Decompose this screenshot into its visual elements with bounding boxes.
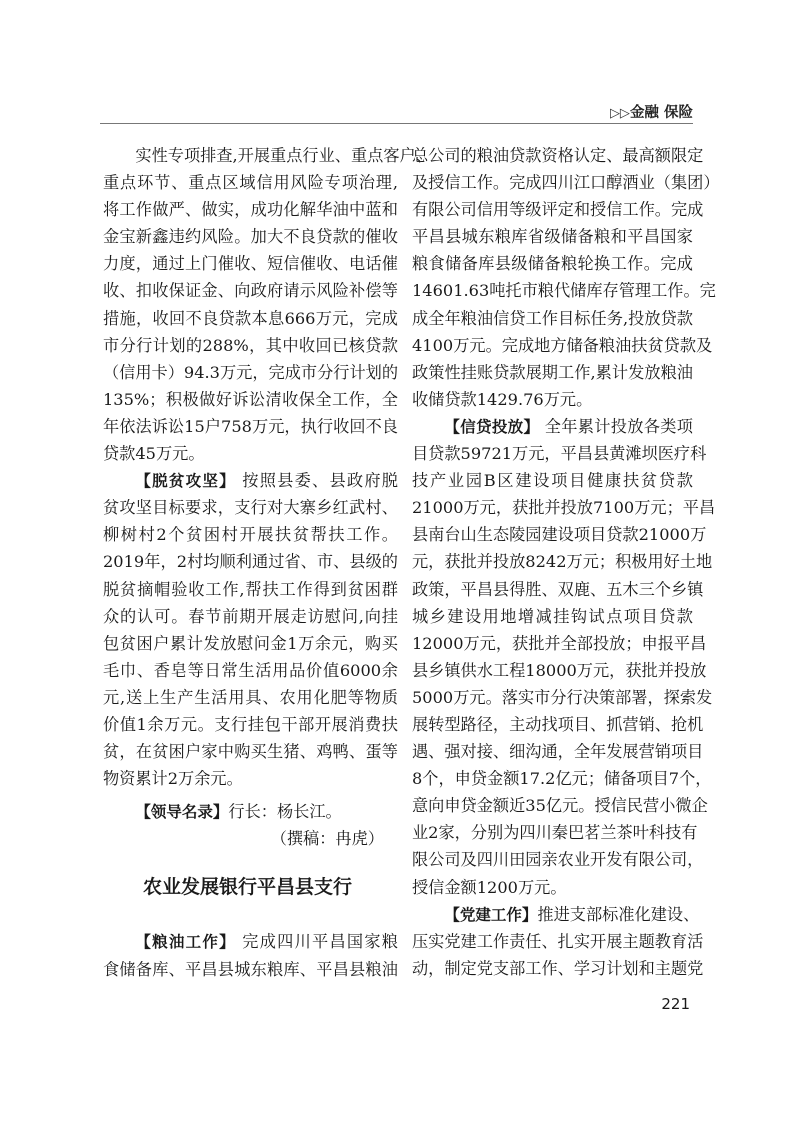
left-column (103, 142, 432, 983)
text-line (103, 928, 398, 955)
text-line: 元,送上生产生活用具、农用化肥等物质 (103, 687, 398, 707)
text-line: 物资累计2万余元。 (103, 769, 243, 789)
text-line (412, 901, 700, 928)
line-text: 完成四川平昌国家粮 (235, 932, 398, 952)
paragraph (412, 901, 704, 982)
text-line: 成全年粮油信贷工作目标任务,投放贷款 (412, 308, 693, 328)
paragraph (103, 142, 432, 467)
text-line: 实性专项排查,开展重点行业、重点客户、 (135, 146, 432, 165)
paragraph (412, 413, 716, 901)
right-column (412, 142, 720, 982)
text-line: 业2家，分别为四川秦巴茗兰茶叶科技有 (412, 823, 698, 843)
paragraph (103, 798, 398, 825)
paragraph-lead-label: 【领导名录】 (135, 803, 229, 822)
text-line: 技产业园B区建设项目健康扶贫贷款 (412, 471, 693, 491)
text-line: 元，获批并投放8242万元；积极用好土地 (412, 552, 713, 572)
line-text: 按照县委、县政府脱 (235, 471, 398, 491)
text-line: 14601.63吨托市粮代储库存管理工作。完 (412, 281, 716, 301)
page-number: 221 (661, 995, 690, 1013)
text-line: 贫，在贫困户家中购买生猪、鸡鸭、蛋等 (103, 742, 398, 762)
running-header (610, 101, 693, 122)
section-title: 金融 保险 (629, 105, 693, 121)
text-line (103, 467, 398, 494)
text-line: 价值1余万元。支行挂包干部开展消费扶 (103, 714, 398, 734)
text-line: 金宝新鑫违约风险。加大不良贷款的催收 (103, 227, 398, 247)
text-line: 政策，平昌县得胜、双鹿、五木三个乡镇 (412, 579, 704, 599)
text-line: 遇、强对接、细沟通，全年发展营销项目 (412, 742, 704, 762)
text-line: 众的认可。春节前期开展走访慰问,向挂 (103, 606, 398, 626)
text-line: 21000万元，获批并投放7100万元；平昌 (412, 498, 716, 518)
text-line: 贫攻坚目标要求，支行对大寨乡红武村、 (103, 498, 398, 518)
text-line: 贷款45万元。 (103, 444, 205, 464)
text-line: 4100万元。完成地方储备粮油扶贫贷款及 (412, 335, 713, 355)
text-line: 收、扣收保证金、向政府请示风险补偿等 (103, 281, 398, 301)
paragraph-lead-label: 【信贷投放】 (444, 417, 540, 436)
text-line: 5000万元。落实市分行决策部署，探索发 (412, 687, 713, 707)
text-line: 县乡镇供水工程18000万元，获批并投放 (412, 660, 707, 680)
text-line: 收储贷款1429.76万元。 (412, 389, 593, 409)
line-text: 全年累计投放各类项 (539, 416, 693, 436)
text-line (412, 413, 693, 440)
text-line: 包贫困户累计发放慰问金1万余元，购买 (103, 633, 398, 653)
text-line: 2019年，2村均顺利通过省、市、县级的 (103, 552, 398, 572)
text-line: 及授信工作。完成四川江口醇酒业（集团） (412, 173, 720, 193)
paragraph (103, 467, 398, 792)
text-line: 年依法诉讼15户758万元，执行收回不良 (103, 416, 398, 436)
header-rule (100, 123, 693, 124)
text-line: 授信金额1200万元。 (412, 877, 567, 897)
text-line: 有限公司信用等级评定和授信工作。完成 (412, 200, 704, 220)
text-line: 135%；积极做好诉讼清收保全工作，全 (103, 389, 398, 409)
text-line: 动，制定党支部工作、学习计划和主题党 (412, 958, 704, 978)
text-line: （撰稿：冉虎） (270, 829, 384, 849)
text-line: 食储备库、平昌县城东粮库、平昌县粮油 (103, 959, 398, 979)
text-line: 目贷款59721万元，平昌县黄滩坝医疗科 (412, 444, 707, 464)
text-line: 措施，收回不良贷款本息666万元，完成 (103, 308, 398, 328)
paragraph (412, 142, 720, 413)
text-line: 展转型路径，主动找项目、抓营销、抢机 (412, 714, 704, 734)
text-line: 意向申贷金额近35亿元。授信民营小微企 (412, 796, 708, 816)
paragraph (103, 928, 398, 982)
text-line: 柳树村2个贫困村开展扶贫帮扶工作。 (103, 525, 398, 545)
text-line: 县南台山生态陵园建设项目贷款21000万 (412, 525, 707, 545)
text-line: 脱贫摘帽验收工作,帮扶工作得到贫困群 (103, 579, 398, 599)
text-line: 限公司及四川田园亲农业开发有限公司， (412, 850, 704, 870)
section-heading: 农业发展银行平昌县支行 (143, 876, 353, 899)
text-line: 总公司的粮油贷款资格认定、最高额限定 (412, 146, 704, 165)
double-triangle-icon: ▷▷ (609, 106, 630, 121)
byline (103, 825, 398, 852)
text-line: 将工作做严、做实，成功化解华油中蓝和 (103, 200, 398, 220)
text-line: 重点环节、重点区域信用风险专项治理, (103, 173, 398, 193)
text-line: 粮食储备库县级储备粮轮换工作。完成 (412, 254, 693, 274)
text-line: 平昌县城东粮库省级储备粮和平昌国家 (412, 227, 693, 247)
paragraph-lead-label: 【党建工作】 (444, 905, 538, 924)
paragraph-lead-label: 【脱贫攻坚】 (135, 472, 236, 491)
text-line: 政策性挂账贷款展期工作,累计发放粮油 (412, 362, 693, 382)
text-line: 8个，申贷金额17.2亿元；储备项目7个， (412, 769, 712, 789)
text-line: 压实党建工作责任、扎实开展主题教育活 (412, 931, 704, 951)
text-line: 力度，通过上门催收、短信催收、电话催 (103, 254, 398, 274)
line-text: 行长：杨长江。 (228, 802, 342, 822)
paragraph-lead-label: 【粮油工作】 (135, 933, 236, 952)
text-line: 12000万元，获批并全部投放；申报平昌 (412, 633, 707, 653)
text-line: 城乡建设用地增减挂钩试点项目贷款 (412, 606, 693, 626)
text-line: 毛巾、香皂等日常生活用品价值6000余 (103, 660, 398, 680)
text-line: 市分行计划的288%，其中收回已核贷款 (103, 335, 398, 355)
line-text: 推进支部标准化建设、 (537, 904, 700, 924)
text-line (103, 798, 398, 825)
text-line: （信用卡）94.3万元，完成市分行计划的 (103, 362, 399, 382)
